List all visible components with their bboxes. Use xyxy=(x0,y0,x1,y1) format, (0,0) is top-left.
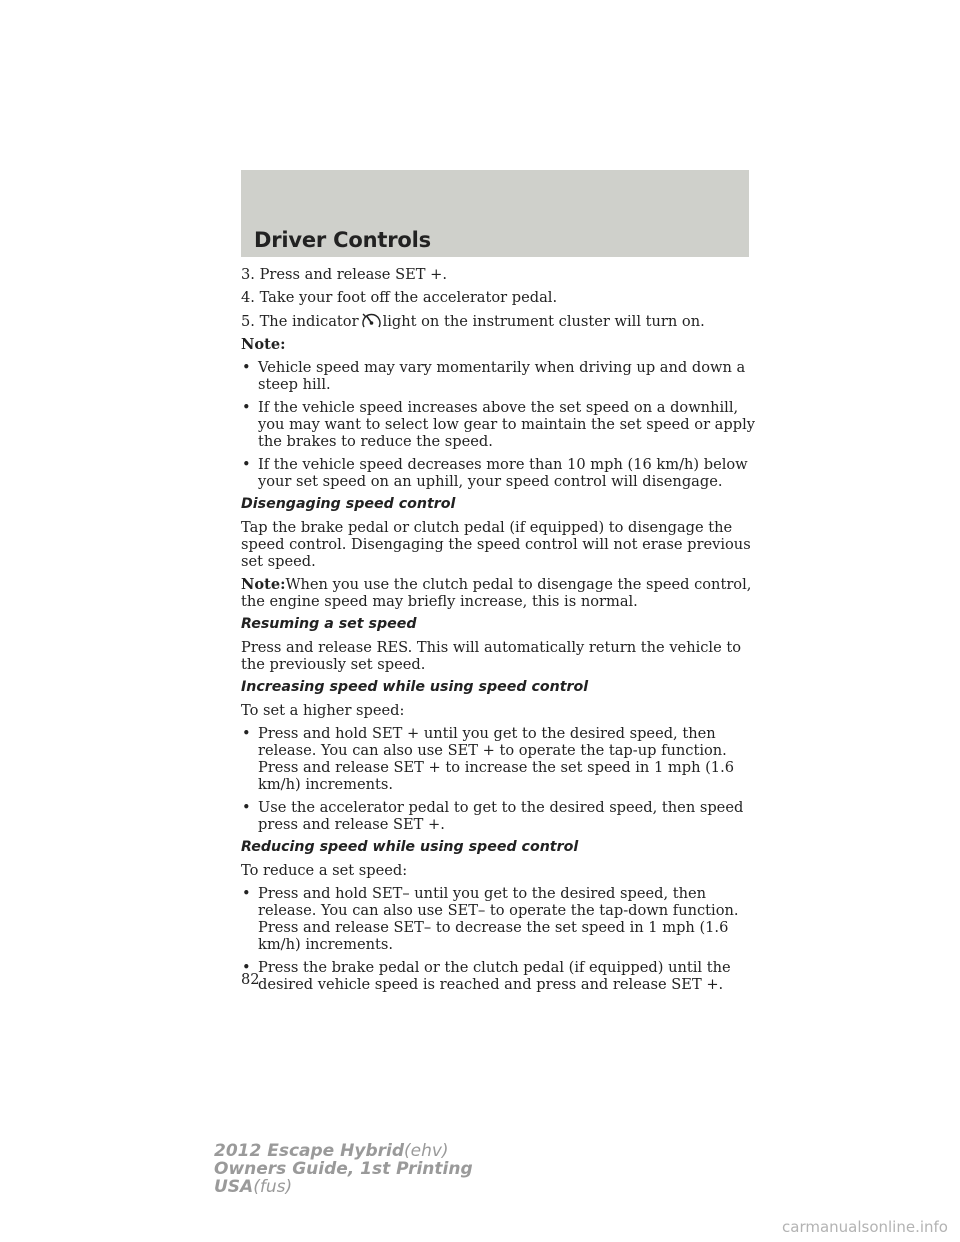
speed-control-indicator-icon xyxy=(359,312,383,329)
footer-market-code: (fus) xyxy=(253,1177,293,1197)
footer-line-3 xyxy=(214,1178,473,1196)
note-label: Note: xyxy=(241,336,286,353)
resuming-body: Press and release RES. This will automatically return the vehicle to the previously set speed. xyxy=(241,639,742,673)
footer-model: 2012 Escape Hybrid xyxy=(214,1141,404,1161)
reducing-heading: Reducing speed while using speed control xyxy=(241,839,579,855)
resuming-heading: Resuming a set speed xyxy=(241,616,417,632)
reducing-bullet xyxy=(241,959,756,993)
disengaging-note-text: When you use the clutch pedal to disengage the speed control, the engine speed may briefly increase, this is normal. xyxy=(241,576,752,610)
footer-model-code: (ehv) xyxy=(404,1141,449,1161)
note-bullet-text: If the vehicle speed increases above the set speed on a downhill, you may want to select low gear to maintain the set speed or apply the brakes to reduce the speed. xyxy=(258,399,755,450)
bullet-dot: • xyxy=(242,799,251,816)
section-title: Driver Controls xyxy=(254,228,431,252)
increasing-bullet xyxy=(241,725,756,793)
note-bullet xyxy=(241,359,756,393)
footer-line-1 xyxy=(214,1142,473,1160)
increasing-intro: To set a higher speed: xyxy=(241,702,405,719)
increasing-bullet xyxy=(241,799,756,833)
footer-printing: Owners Guide, 1st Printing xyxy=(214,1159,473,1179)
watermark: carmanualsonline.info xyxy=(782,1218,948,1236)
disengaging-heading: Disengaging speed control xyxy=(241,496,456,512)
disengaging-note-label: Note: xyxy=(241,576,286,593)
bullet-dot: • xyxy=(242,959,251,976)
bullet-dot: • xyxy=(242,399,251,416)
reducing-bullet xyxy=(241,885,756,953)
section-header-band xyxy=(241,170,749,257)
note-bullet xyxy=(241,456,756,490)
print-footer xyxy=(214,1142,473,1196)
disengaging-body: Tap the brake pedal or clutch pedal (if equipped) to disengage the speed control. Disengaging the speed control will not erase previous set speed. xyxy=(241,519,751,570)
reducing-bullet-text: Press the brake pedal or the clutch pedal (if equipped) until the desired vehicle speed is reached and press and release SET +. xyxy=(258,959,731,993)
page-number: 82 xyxy=(241,971,260,988)
footer-line-2 xyxy=(214,1160,473,1178)
increasing-heading: Increasing speed while using speed control xyxy=(241,679,589,695)
step-5-text-after: light on the instrument cluster will turn on. xyxy=(382,313,705,330)
reducing-intro: To reduce a set speed: xyxy=(241,862,408,879)
note-bullet xyxy=(241,399,756,450)
increasing-bullet-text: Use the accelerator pedal to get to the desired speed, then speed press and release SET +. xyxy=(258,799,744,833)
step-5 xyxy=(241,312,756,330)
increasing-bullet-text: Press and hold SET + until you get to the desired speed, then release. You can also use SET + to operate the tap-up function. Press and release SET + to increase the set speed in 1 mph (1.6 km/h) increments. xyxy=(258,725,735,793)
bullet-dot: • xyxy=(242,885,251,902)
bullet-dot: • xyxy=(242,725,251,742)
disengaging-note xyxy=(241,576,756,610)
step-4: 4. Take your foot off the accelerator pedal. xyxy=(241,289,558,306)
step-3: 3. Press and release SET +. xyxy=(241,266,447,283)
step-5-text-before: 5. The indicator xyxy=(241,313,359,330)
reducing-bullet-text: Press and hold SET– until you get to the desired speed, then release. You can also use SET– to operate the tap-down function. Press and release SET– to decrease the set speed in 1 mph (1.6 km/h) increments. xyxy=(258,885,739,953)
bullet-dot: • xyxy=(242,359,251,376)
note-bullet-text: Vehicle speed may vary momentarily when driving up and down a steep hill. xyxy=(258,359,746,393)
bullet-dot: • xyxy=(242,456,251,473)
page-content xyxy=(241,266,756,999)
footer-market: USA xyxy=(214,1177,254,1197)
note-bullet-text: If the vehicle speed decreases more than 10 mph (16 km/h) below your set speed on an uphill, your speed control will disengage. xyxy=(258,456,748,490)
